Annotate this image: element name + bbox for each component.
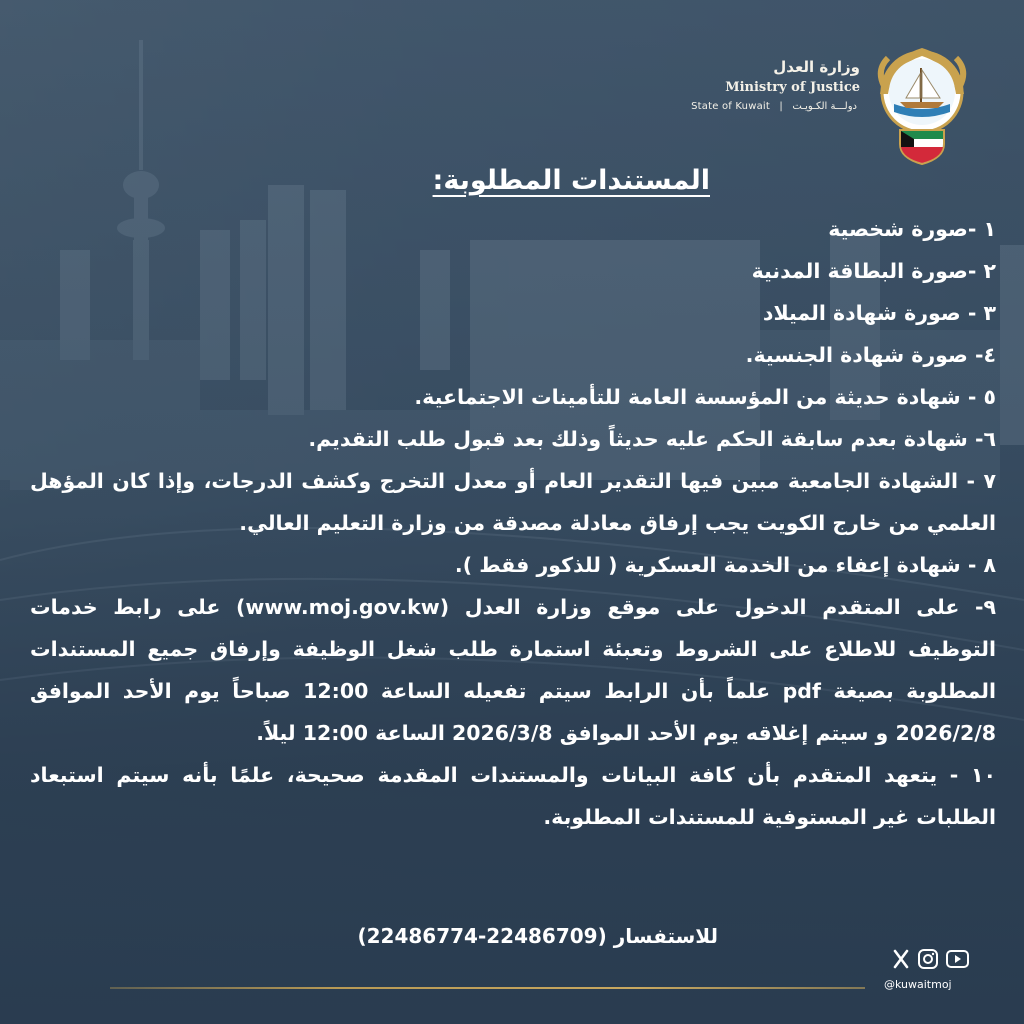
list-item: ٤- صورة شهادة الجنسية. (745, 343, 996, 367)
kuwait-emblem-icon (870, 40, 974, 166)
list-item: ٥ - شهادة حديثة من المؤسسة العامة للتأمينات الاجتماعية. (414, 385, 996, 409)
state-name-ar: دولـــة الكـويـت (792, 101, 857, 112)
list-item: ٣ - صورة شهادة الميلاد (762, 301, 996, 325)
x-icon[interactable] (895, 951, 907, 967)
list-item: ٨ - شهادة إعفاء من الخدمة العسكرية ( للذكور فقط ). (454, 553, 996, 577)
gold-divider (110, 987, 865, 989)
list-item: ٦- شهادة بعدم سابقة الحكم عليه حديثاً وذلك بعد قبول طلب التقديم. (308, 427, 996, 451)
list-item: ١٠ - يتعهد المتقدم بأن كافة البيانات والمستندات المقدمة صحيحة، علمًا بأنه سيتم استبعاد الطلبات غير المستوفية للمستندات المطلوبة. (30, 763, 996, 829)
state-name-en: State of Kuwait (691, 101, 770, 112)
contact-info: للاستفسار (22486709-22486774) (357, 924, 718, 948)
social-icons (892, 946, 972, 974)
ministry-header (620, 56, 860, 116)
list-item: ١ -صورة شخصية (828, 217, 996, 241)
ministry-name-ar: وزارة العدل (773, 58, 860, 76)
list-item: ٧ - الشهادة الجامعية مبين فيها التقدير العام أو معدل التخرج وكشف الدرجات، وإذا كان المؤهل العلمي من خارج الكويت يجب إرفاق معادلة مصدقة من وزارة التعليم العالي. (30, 469, 996, 535)
documents-list (30, 208, 996, 838)
ministry-name-en: Ministry of Justice (725, 80, 860, 95)
social-handle[interactable]: @kuwaitmoj (884, 978, 952, 991)
state-line (620, 98, 860, 116)
state-separator: | (779, 101, 783, 112)
youtube-icon[interactable] (947, 951, 968, 967)
list-item: ٩- على المتقدم الدخول على موقع وزارة العدل (www.moj.gov.kw) على رابط خدمات التوظيف للاطلاع على الشروط وتعبئة استمارة طلب شغل الوظيفة وإرفاق جميع المستندات المطلوبة بصيغة pdf علماً بأن الرابط سيتم تفعيله الساعة 12:00 صباحاً يوم الأحد الموافق 2026/2/8 و سيتم إغلاقه يوم الأحد الموافق 2026/3/8 الساعة 12:00 ليلاً. (30, 595, 996, 745)
instagram-icon[interactable] (919, 950, 937, 968)
page-title: المستندات المطلوبة: (432, 165, 710, 196)
list-item: ٢ -صورة البطاقة المدنية (751, 259, 996, 283)
